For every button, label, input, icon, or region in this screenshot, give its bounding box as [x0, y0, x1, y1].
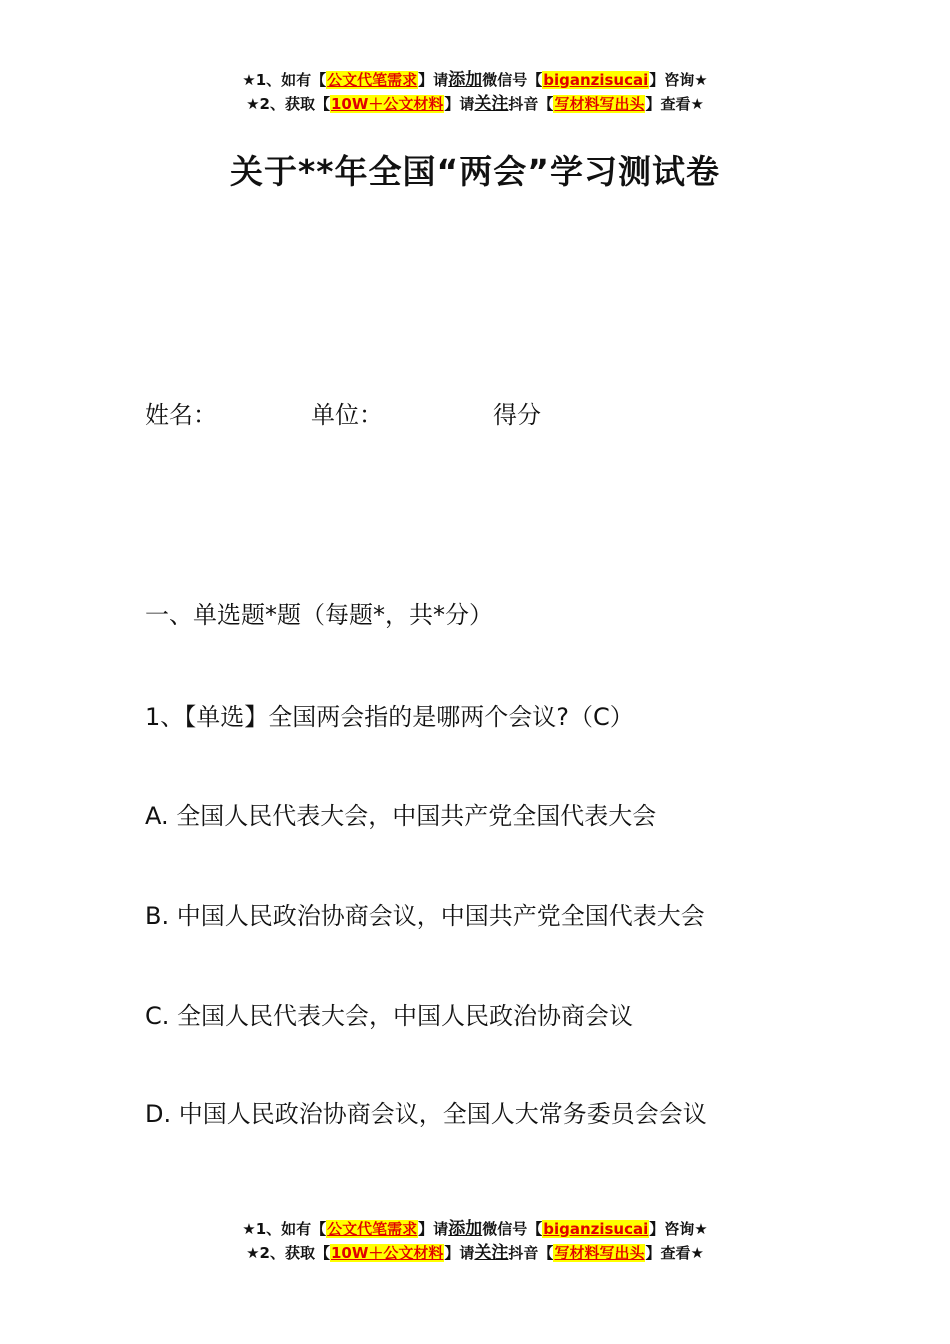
- promo-text: ★2、获取【: [246, 1244, 330, 1262]
- promo-emphasis: 添加: [448, 70, 483, 90]
- name-label: 姓名：: [145, 401, 217, 429]
- promo-text: 微信号【: [482, 1220, 543, 1238]
- promo-douyin-id: 写材料写出头: [554, 95, 645, 113]
- score-label: 得分: [493, 401, 541, 429]
- promo-text: 】咨询★: [649, 71, 708, 89]
- promo-footer: [0, 1217, 950, 1265]
- promo-emphasis: 添加: [448, 1219, 483, 1239]
- promo-line-1: [0, 1217, 950, 1241]
- promo-text: 】请: [444, 95, 475, 113]
- promo-text: ★1、如有【: [242, 1220, 327, 1238]
- promo-text: 】查看★: [645, 95, 704, 113]
- promo-wechat-id: biganzisucai: [543, 71, 649, 89]
- unit-label: 单位：: [311, 401, 383, 429]
- option-a: A. 全国人民代表大会，中国共产党全国代表大会: [145, 802, 657, 830]
- promo-text: 】请: [418, 1220, 449, 1238]
- promo-text: 】咨询★: [649, 1220, 708, 1238]
- question-stem: 1、【单选】全国两会指的是哪两个会议?（C）: [145, 703, 634, 731]
- promo-text: ★1、如有【: [242, 71, 327, 89]
- promo-text: 】请: [444, 1244, 475, 1262]
- promo-highlight: 10W＋公文材料: [330, 95, 444, 113]
- option-c: C. 全国人民代表大会，中国人民政治协商会议: [145, 1002, 634, 1030]
- promo-douyin-id: 写材料写出头: [554, 1244, 645, 1262]
- option-d: D. 中国人民政治协商会议，全国人大常务委员会会议: [145, 1100, 707, 1128]
- promo-text: 微信号【: [482, 71, 543, 89]
- promo-text: 】查看★: [645, 1244, 704, 1262]
- promo-highlight: 公文代笔需求: [327, 71, 418, 89]
- promo-highlight: 公文代笔需求: [327, 1220, 418, 1238]
- promo-emphasis: 关注: [474, 1243, 509, 1263]
- promo-wechat-id: biganzisucai: [543, 1220, 649, 1238]
- promo-emphasis: 关注: [474, 94, 509, 114]
- promo-line-2: [0, 92, 950, 116]
- promo-text: 】请: [418, 71, 449, 89]
- option-b: B. 中国人民政治协商会议，中国共产党全国代表大会: [145, 902, 705, 930]
- section-heading: 一、单选题*题（每题*，共*分）: [145, 601, 493, 629]
- document-title: 关于**年全国“两会”学习测试卷: [230, 152, 720, 191]
- promo-highlight: 10W＋公文材料: [330, 1244, 444, 1262]
- promo-text: 抖音【: [508, 95, 554, 113]
- promo-line-1: [0, 68, 950, 92]
- promo-line-2: [0, 1241, 950, 1265]
- promo-text: 抖音【: [508, 1244, 554, 1262]
- promo-header: [0, 68, 950, 116]
- promo-text: ★2、获取【: [246, 95, 330, 113]
